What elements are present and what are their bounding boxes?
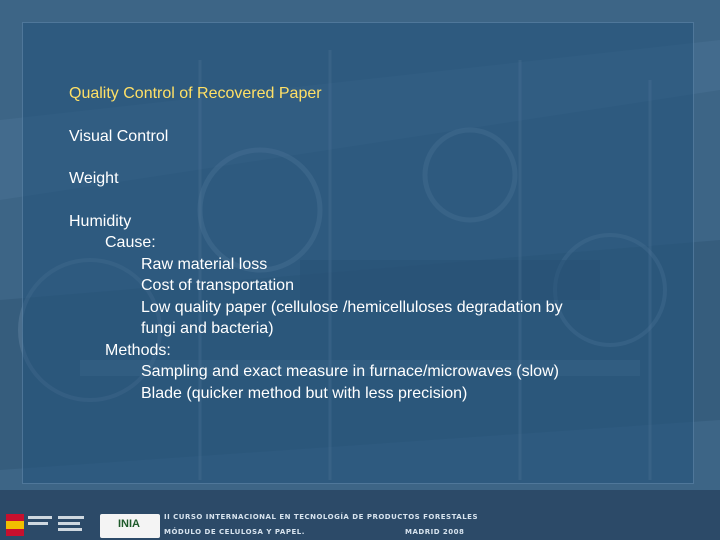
item-visual-control: Visual Control xyxy=(69,127,169,145)
cause-label: Cause: xyxy=(105,234,156,251)
cause-raw-material: Raw material loss xyxy=(141,255,268,273)
item-humidity: Humidity xyxy=(69,212,132,230)
footer-date: MADRID 2008 xyxy=(405,528,465,536)
slide-body xyxy=(69,83,689,404)
method-sampling: Sampling and exact measure in furnace/microwaves (slow) xyxy=(141,363,559,380)
cause-low-quality-line2: fungi and bacteria) xyxy=(141,320,274,337)
slide-title: Quality Control of Recovered Paper xyxy=(69,85,322,102)
footer-module: MÓDULO DE CELULOSA Y PAPEL. xyxy=(164,528,305,536)
item-weight: Weight xyxy=(69,170,119,187)
cause-transportation: Cost of transportation xyxy=(141,277,294,294)
methods-label: Methods: xyxy=(105,341,171,359)
government-logo-icon xyxy=(4,512,94,538)
cause-low-quality-line1: Low quality paper (cellulose /hemicelluloses degradation by xyxy=(141,298,563,316)
footer-course-title: II CURSO INTERNACIONAL EN TECNOLOGÍA DE PRODUCTOS FORESTALES xyxy=(164,513,478,521)
method-blade: Blade (quicker method but with less precision) xyxy=(141,384,468,402)
inia-logo-text: INIA xyxy=(118,518,140,530)
